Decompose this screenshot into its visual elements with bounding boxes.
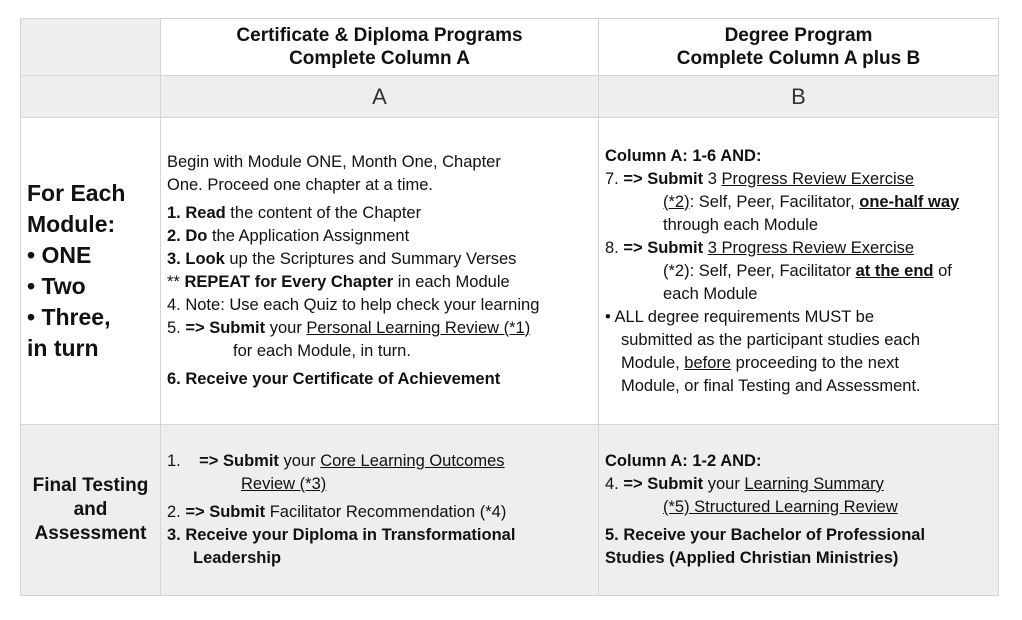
step-read: [167, 202, 592, 225]
step-number: 3.: [167, 250, 186, 268]
repeat-prefix: **: [167, 273, 185, 291]
step-submit-review: [167, 317, 592, 340]
step-text: your: [278, 452, 321, 470]
step-number: 4.: [605, 475, 624, 493]
degree-note: submitted as the participant studies each: [621, 330, 921, 349]
final-column-a-cell: [161, 425, 599, 596]
step-text: (*2): Self, Peer, Facilitator: [663, 261, 856, 280]
step-keyword: Do: [185, 227, 208, 245]
step-text: ): [524, 319, 531, 337]
module-label-line: Module:: [27, 211, 116, 237]
degree-note: Module, or final Testing and Assessment.: [621, 376, 921, 395]
step-keyword: Read: [185, 204, 226, 222]
letter-empty-cell: [21, 76, 161, 118]
step-number: 8.: [605, 238, 624, 257]
degree-note: [605, 352, 992, 375]
step-continuation: Studies (Applied Christian Ministries): [605, 549, 899, 567]
personal-learning-review-link[interactable]: Personal Learning Review (*1: [306, 319, 525, 337]
step-facilitator-recommendation: [167, 501, 592, 524]
final-label-line: and: [73, 499, 108, 520]
step-keyword: => Submit: [623, 238, 704, 257]
step-number: 2.: [167, 227, 186, 245]
emphasis-text: one-half way: [859, 192, 960, 211]
step-number: 1.: [167, 204, 186, 222]
emphasis-text: at the end: [855, 261, 934, 280]
step-number: 2.: [167, 503, 186, 521]
step-text: Facilitator Recommendation (*4): [265, 503, 507, 521]
column-a-title: Certificate & Diploma Programs: [236, 25, 523, 46]
module-column-a-cell: [161, 118, 599, 425]
step-text: of: [933, 261, 952, 280]
step-text: the content of the Chapter: [225, 204, 422, 222]
module-label-bullet: • Two: [27, 273, 86, 299]
step-number: 1.: [167, 452, 186, 470]
footnote-2-link[interactable]: (*2): [663, 192, 690, 211]
step-continuation: each Module: [663, 284, 758, 303]
final-row-label: [21, 425, 161, 596]
step-learning-summary: [605, 473, 992, 496]
emphasis-text: before: [684, 353, 732, 372]
module-column-b-cell: [599, 118, 999, 425]
header-row: [21, 19, 999, 76]
module-row-label: [21, 118, 161, 425]
step-continuation: for each Module, in turn.: [233, 342, 411, 360]
column-a-header: [161, 19, 599, 76]
intro-text: One. Proceed one chapter at a time.: [167, 176, 433, 194]
step-diploma: 3. Receive your Diploma in Transformational: [167, 526, 516, 544]
step-continuation: [167, 473, 592, 496]
step-keyword: => Submit: [623, 475, 704, 493]
module-label-line: For Each: [27, 180, 126, 206]
progress-review-exercise-link[interactable]: 3 Progress Review Exercise: [707, 238, 915, 257]
step-keyword: => Submit: [623, 169, 704, 188]
step-text: up the Scriptures and Summary Verses: [224, 250, 517, 268]
column-a-letter: A: [161, 76, 599, 118]
module-label-bullet: • Three,: [27, 304, 111, 330]
step-continuation: [605, 260, 992, 283]
degree-note: • ALL degree requirements MUST be: [605, 307, 875, 326]
final-row: [21, 425, 999, 596]
step-continuation: [605, 191, 992, 214]
step-text: 3: [703, 169, 722, 188]
step-continuation: Leadership: [193, 549, 282, 567]
final-label-line: Assessment: [34, 523, 147, 544]
step-keyword: => Submit: [199, 452, 279, 470]
step-text: the Application Assignment: [207, 227, 410, 245]
column-b-heading: Column A: 1-6 AND:: [605, 146, 762, 165]
step-text: Module,: [621, 353, 685, 372]
step-continuation: [605, 496, 992, 519]
step-number: 5.: [167, 319, 186, 337]
step-core-outcomes: [167, 450, 592, 473]
step-text: your: [703, 475, 745, 493]
final-column-b-cell: [599, 425, 999, 596]
step-text: : Self, Peer, Facilitator,: [689, 192, 860, 211]
step-quiz-note: 4. Note: Use each Quiz to help check your learning: [167, 296, 540, 314]
step-text: proceeding to the next: [731, 353, 899, 372]
step-text: your: [265, 319, 307, 337]
step-look: [167, 248, 592, 271]
step-do: [167, 225, 592, 248]
step-continuation: through each Module: [663, 215, 819, 234]
step-progress-review-end: [605, 237, 992, 260]
module-label-line: in turn: [27, 335, 99, 361]
column-b-title: Degree Program: [724, 25, 873, 46]
step-bachelor: 5. Receive your Bachelor of Professional: [605, 526, 926, 544]
column-b-heading: Column A: 1-2 AND:: [605, 452, 762, 470]
core-learning-outcomes-link[interactable]: Core Learning Outcomes: [320, 452, 505, 470]
module-label-bullet: • ONE: [27, 242, 92, 268]
letter-row: [21, 76, 999, 118]
header-empty-cell: [21, 19, 161, 76]
progress-review-exercise-link[interactable]: Progress Review Exercise: [721, 169, 915, 188]
column-a-subtitle: Complete Column A: [289, 48, 470, 69]
core-learning-outcomes-link[interactable]: Review (*3): [241, 475, 327, 493]
step-keyword: Look: [185, 250, 225, 268]
step-certificate: 6. Receive your Certificate of Achievement: [167, 370, 501, 388]
repeat-keyword: REPEAT for Every Chapter: [184, 273, 394, 291]
final-label-line: Final Testing: [32, 475, 149, 496]
repeat-note: [167, 271, 592, 294]
column-b-letter: B: [599, 76, 999, 118]
module-row: [21, 118, 999, 425]
program-requirements-table: [20, 18, 999, 596]
step-keyword: => Submit: [185, 503, 266, 521]
structured-learning-review-link[interactable]: (*5) Structured Learning Review: [663, 498, 898, 516]
step-keyword: => Submit: [185, 319, 266, 337]
intro-text: Begin with Module ONE, Month One, Chapter: [167, 153, 501, 171]
repeat-text: in each Module: [393, 273, 510, 291]
column-b-subtitle: Complete Column A plus B: [676, 48, 921, 69]
step-number: 7.: [605, 169, 624, 188]
column-b-header: [599, 19, 999, 76]
learning-summary-link[interactable]: Learning Summary: [744, 475, 884, 493]
step-progress-review-midway: [605, 168, 992, 191]
